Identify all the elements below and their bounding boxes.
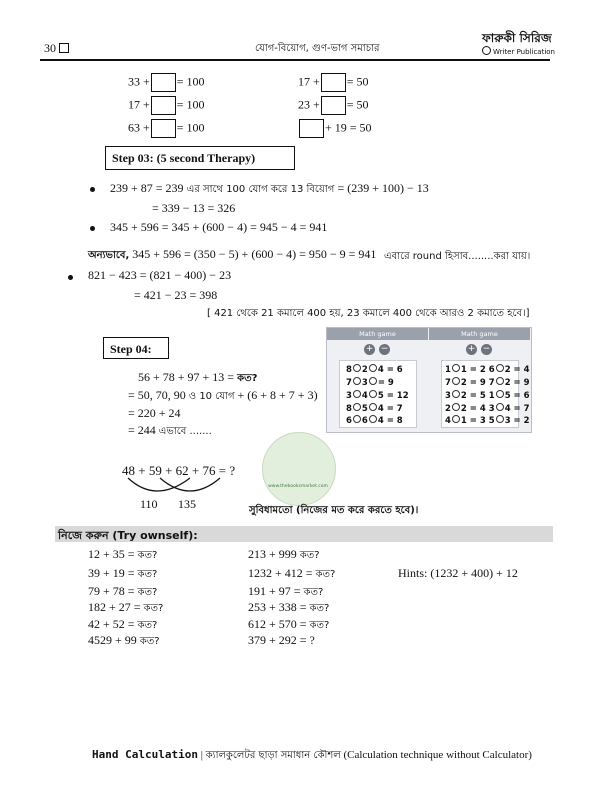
- try-right-4: 253 + 338 = কত?: [248, 600, 330, 614]
- math-game-card: [441, 360, 530, 428]
- step04-line3: = 220 + 24: [128, 406, 181, 420]
- series-title: ফারুকী সিরিজ: [482, 31, 552, 45]
- math-game-image: [326, 327, 532, 433]
- exercise-right-2: 23 + = 50: [298, 96, 369, 115]
- step04-line4: = 244 এভাবে .......: [128, 423, 212, 437]
- grouping-arcs: [120, 476, 230, 500]
- try-left-3: 79 + 78 = কত?: [88, 584, 158, 598]
- publisher: Writer Publication: [482, 46, 555, 56]
- watermark-text: www.thebooksmarket.com: [268, 484, 328, 489]
- step04-note: সুবিধামতো (নিজের মত করে করতে হবে)।: [249, 505, 419, 516]
- sum-135: 135: [178, 497, 196, 511]
- game-row: 8 5 4 = 7: [346, 404, 403, 414]
- page-number: 30: [44, 41, 69, 56]
- try-left-6: 4529 + 99 কত?: [88, 633, 160, 647]
- try-right-6: 379 + 292 = ?: [248, 633, 315, 647]
- game-row: 2 2 = 4 3 4 = 7: [445, 404, 530, 414]
- minus-icon: −: [380, 344, 389, 354]
- minus-icon: −: [482, 344, 491, 354]
- game-row: 7 3 = 9: [346, 378, 394, 388]
- bullet: [68, 275, 73, 280]
- exercise-left-2: 17 + = 100: [128, 96, 205, 115]
- step03-b3-line1: 821 − 423 = (821 − 400) − 23: [88, 268, 232, 282]
- plus-icon: +: [467, 344, 476, 354]
- try-right-2: 1232 + 412 = কত?: [248, 566, 336, 580]
- try-left-1: 12 + 35 = কত?: [88, 547, 158, 561]
- try-hint: Hints: (1232 + 400) + 12: [398, 566, 518, 580]
- answer-blank[interactable]: [151, 119, 176, 138]
- chapter-title: যোগ-বিয়োগ, গুণ-ভাগ সমাচার: [255, 43, 380, 54]
- math-game-title: Math game: [429, 328, 530, 340]
- bullet: [90, 226, 95, 231]
- step04-line1: 56 + 78 + 97 + 13 = কত?: [138, 370, 258, 384]
- answer-blank[interactable]: [151, 73, 176, 92]
- step04-line2: = 50, 70, 90 ও 10 যোগ + (6 + 8 + 7 + 3): [128, 388, 318, 402]
- step03-b3-note: [ 421 থেকে 21 কমালে 400 হয়, 23 কমালে 400 থেকে আরও 2 কমাতে হবে।]: [207, 308, 530, 319]
- game-row: 1 1 = 2 6 2 = 4: [445, 365, 530, 375]
- try-right-1: 213 + 999 কত?: [248, 547, 320, 561]
- game-row: 3 2 = 5 1 5 = 6: [445, 391, 530, 401]
- answer-blank[interactable]: [321, 73, 346, 92]
- plus-icon: +: [365, 344, 374, 354]
- game-row: 8 2 4 = 6: [346, 365, 403, 375]
- try-heading: নিজে করুন (Try ownself):: [58, 529, 198, 542]
- watermark-logo: [262, 432, 336, 506]
- try-left-2: 39 + 19 = কত?: [88, 566, 158, 580]
- math-game-title: Math game: [327, 328, 428, 340]
- answer-blank[interactable]: [321, 96, 346, 115]
- try-heading-bar: [55, 526, 553, 542]
- try-left-4: 182 + 27 = কত?: [88, 600, 164, 614]
- exercise-right-1: 17 + = 50: [298, 73, 369, 92]
- game-row: 4 1 = 3 5 3 = 2: [445, 416, 530, 426]
- step04-example: 48 + 59 + 62 + 76 = ?: [122, 463, 236, 478]
- step03-b1-line2: = 339 − 13 = 326: [152, 201, 236, 215]
- try-right-3: 191 + 97 = কত?: [248, 584, 324, 598]
- try-right-5: 612 + 570 = কত?: [248, 617, 330, 631]
- try-left-5: 42 + 52 = কত?: [88, 617, 158, 631]
- step03-alt-tail: এবারে round হিসাব........করা যায়।: [384, 251, 531, 262]
- exercise-left-1: 33 + = 100: [128, 73, 205, 92]
- step03-b3-line2: = 421 − 23 = 398: [134, 288, 218, 302]
- publisher-logo-icon: [482, 46, 491, 55]
- exercise-left-3: 63 + = 100: [128, 119, 205, 138]
- answer-blank[interactable]: [151, 96, 176, 115]
- sum-110: 110: [140, 497, 158, 511]
- exercise-right-3: + 19 = 50: [298, 119, 372, 138]
- step03-title: Step 03: (5 second Therapy): [105, 146, 295, 170]
- answer-blank[interactable]: [299, 119, 324, 138]
- bullet: [90, 187, 95, 192]
- math-game-card: [339, 360, 417, 428]
- math-game-right-panel: [429, 328, 530, 432]
- arc-48-62: [128, 478, 190, 491]
- header-rule: [40, 59, 550, 61]
- footer: Hand Calculation | ক্যালকুলেটর ছাড়া সমাধান কৌশল (Calculation technique without Calculator): [92, 748, 532, 761]
- step03-alt: অন্যভাবে, 345 + 596 = (350 − 5) + (600 − 4) = 950 − 9 = 941: [88, 247, 377, 261]
- math-game-left-panel: [327, 328, 428, 432]
- game-row: 3 4 5 = 12: [346, 391, 409, 401]
- step03-b1-line1: 239 + 87 = 239 এর সাথে 100 যোগ করে 13 বিয়োগ = (239 + 100) − 13: [110, 181, 429, 195]
- game-row: 7 2 = 9 7 2 = 9: [445, 378, 530, 388]
- step04-title: Step 04:: [103, 337, 169, 359]
- game-row: 6 6 4 = 8: [346, 416, 403, 426]
- step03-b2: 345 + 596 = 345 + (600 − 4) = 945 − 4 = 941: [110, 220, 328, 234]
